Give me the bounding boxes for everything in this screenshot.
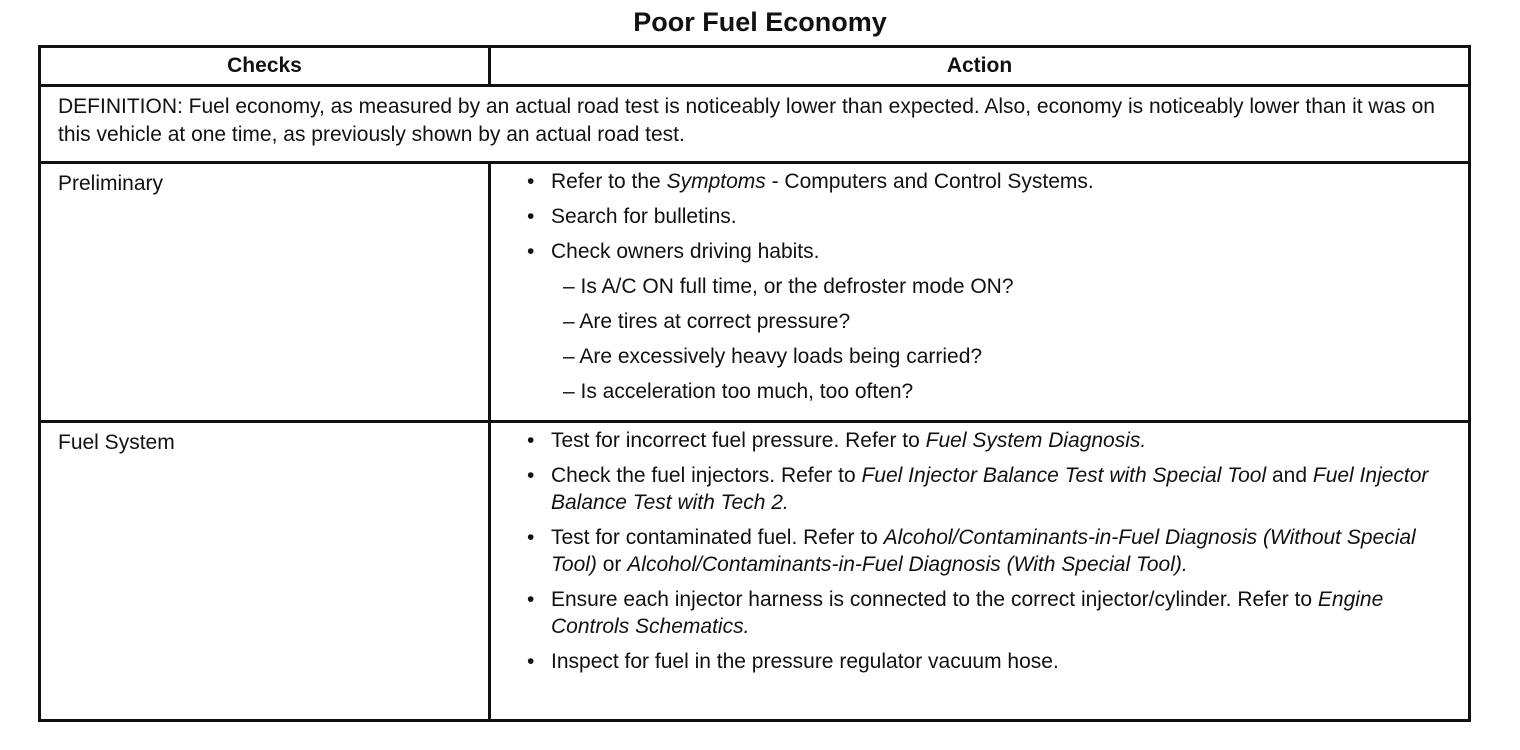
action-text: - Computers and Control Systems. [765, 170, 1094, 193]
sub-item: – Are excessively heavy loads being carried? [563, 345, 983, 368]
sub-item: – Is acceleration too much, too often? [563, 380, 914, 403]
action-text: Test for contaminated fuel. Refer to [551, 526, 884, 549]
table-row [40, 163, 1470, 422]
reference-text: Symptoms [666, 170, 766, 193]
action-item [527, 586, 1448, 640]
bullet-icon: • [527, 650, 535, 673]
checks-column-header: Checks [40, 47, 490, 86]
bullet-icon: • [527, 464, 535, 487]
bullet-icon: • [527, 429, 535, 452]
reference-text: Engine Controls Schematics. [551, 588, 1384, 638]
bullet-icon: • [527, 588, 535, 611]
bullet-icon: • [527, 526, 535, 549]
reference-text: Fuel System Diagnosis. [925, 429, 1147, 452]
action-text: Check the fuel injectors. Refer to [551, 464, 862, 487]
action-text: Check owners driving habits. [551, 240, 820, 263]
action-text: Refer to the [551, 170, 667, 193]
action-text: and [1266, 464, 1313, 487]
action-text: Search for bulletins. [551, 205, 737, 228]
check-label-preliminary: Preliminary [40, 163, 490, 422]
action-list [527, 168, 1448, 405]
action-text: Inspect for fuel in the pressure regulator vacuum hose. [551, 650, 1059, 673]
bullet-icon: • [527, 170, 535, 193]
bullet-icon: • [527, 205, 535, 228]
reference-text: Alcohol/Contaminants-in-Fuel Diagnosis (Without Special Tool) [551, 526, 1416, 576]
reference-text: Fuel Injector Balance Test with Tech 2. [551, 464, 1429, 514]
action-text: or [596, 553, 628, 576]
page-title: Poor Fuel Economy [633, 7, 887, 37]
bullet-icon: • [527, 240, 535, 263]
check-label-fuel-system: Fuel System [40, 422, 490, 721]
action-item [527, 524, 1448, 578]
definition-row [40, 86, 1470, 163]
action-text: Ensure each injector harness is connected to the correct injector/cylinder. Refer to [551, 588, 1318, 611]
action-item [527, 203, 1448, 230]
table-row [40, 422, 1470, 721]
sub-item: – Are tires at correct pressure? [563, 310, 851, 333]
action-item [527, 648, 1448, 675]
action-item [527, 462, 1448, 516]
action-list [527, 427, 1448, 675]
reference-text: Fuel Injector Balance Test with Special Tool [861, 464, 1267, 487]
diagnostic-table [38, 45, 1471, 722]
action-item [527, 427, 1448, 454]
header-row [40, 47, 1470, 86]
action-item [527, 168, 1448, 195]
action-column-header: Action [490, 47, 1470, 86]
action-list-cell [490, 163, 1470, 422]
sub-item: – Is A/C ON full time, or the defroster mode ON? [563, 275, 1014, 298]
definition-text: DEFINITION: Fuel economy, as measured by an actual road test is noticeably lower than expected. Also, economy is noticeably lower than it was on this vehicle at one time, as previously shown by an actual road test. [40, 86, 1470, 163]
sub-list [551, 273, 1448, 405]
action-text: Test for incorrect fuel pressure. Refer to [551, 429, 926, 452]
action-item [527, 238, 1448, 405]
action-list-cell [490, 422, 1470, 721]
reference-text: Alcohol/Contaminants-in-Fuel Diagnosis (With Special Tool). [627, 553, 1188, 576]
